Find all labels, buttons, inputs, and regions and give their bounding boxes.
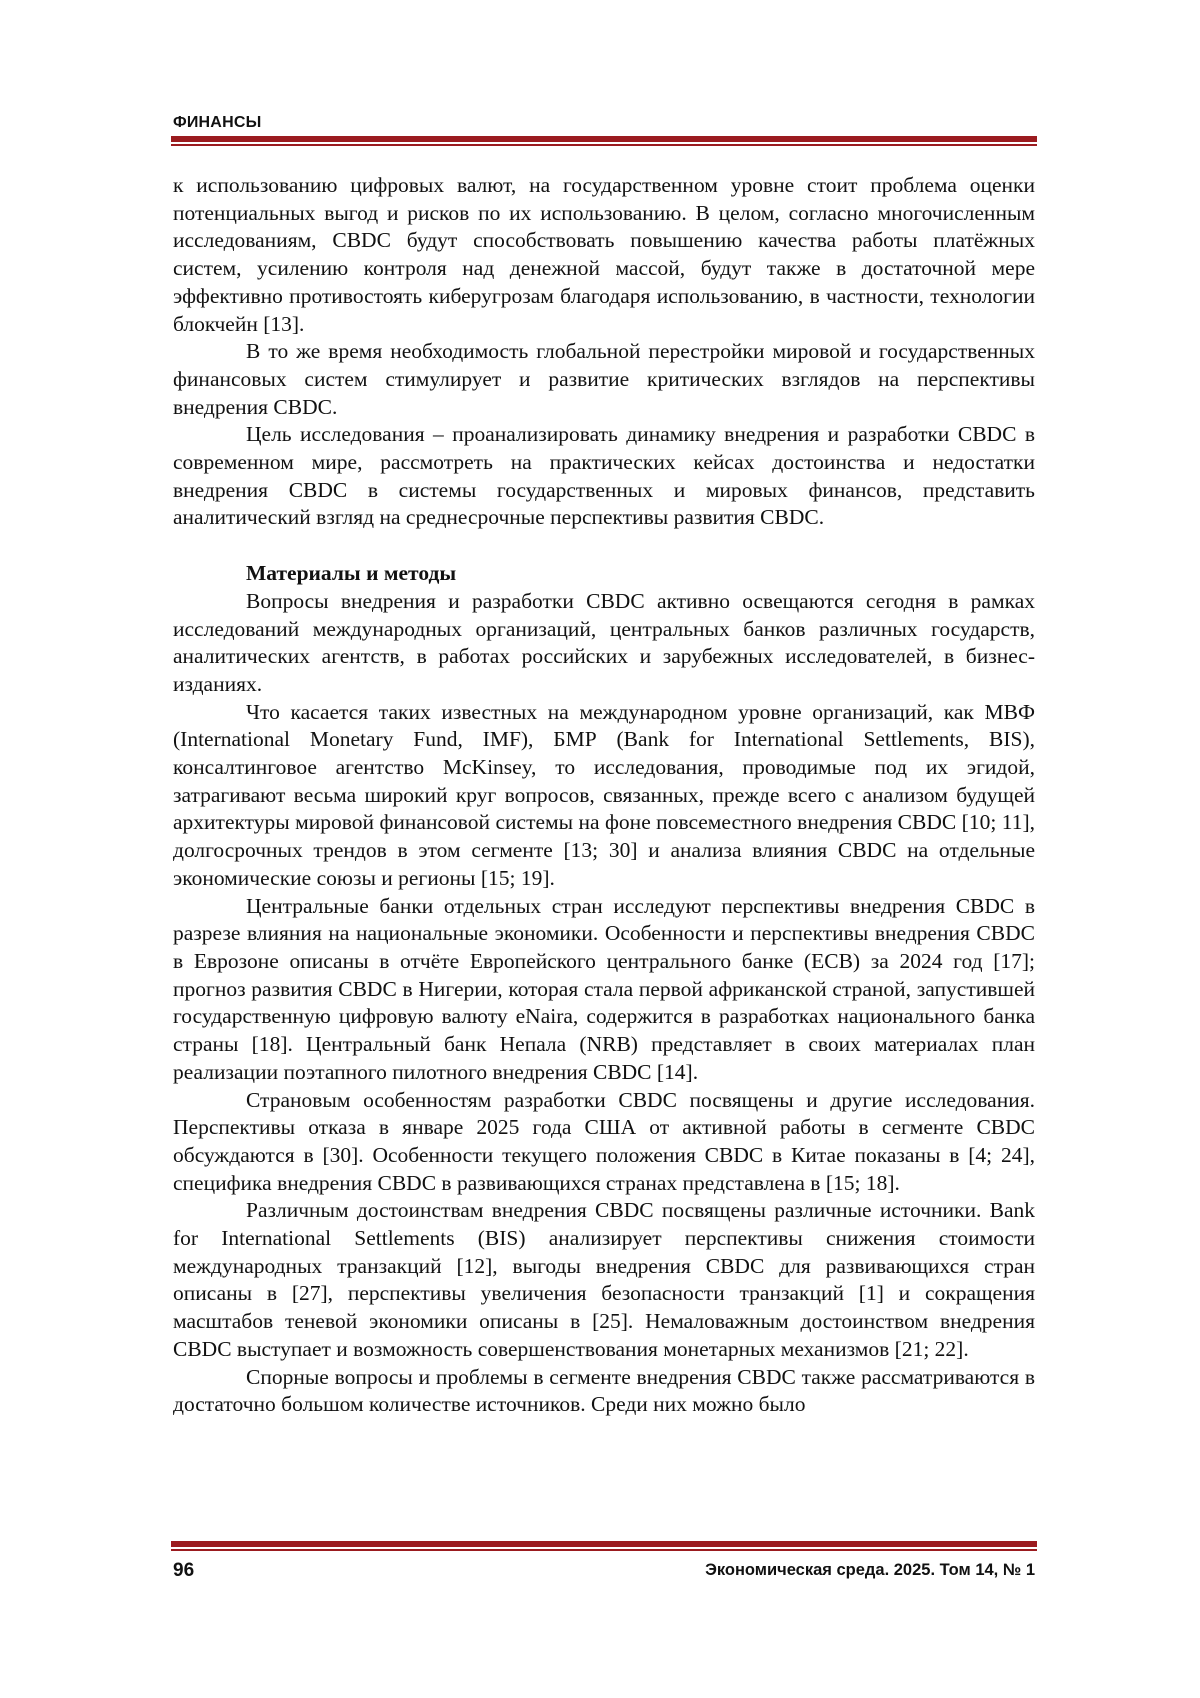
running-header-section: ФИНАНСЫ (173, 114, 262, 131)
header-rule (171, 136, 1037, 146)
paragraph: Спорные вопросы и проблемы в сегменте внедрения CBDC также рассматриваются в достаточно большом количестве источников. Среди них можно было (173, 1364, 1035, 1417)
paragraph: Цель исследования – проанализировать динамику внедрения и разработки CBDC в современном мире, рассмотреть на практических кейсах достоинства и недостатки внедрения CBDC в системы государственных и мировых финансов, представить аналитический взгляд на среднесрочные перспективы развития CBDC. (173, 422, 1035, 530)
footer-rule (171, 1541, 1037, 1551)
paragraph: Страновым особенностям разработки CBDC посвящены и другие исследования. Перспективы отказа в январе 2025 года США от активной работы в сегменте CBDC обсуждаются в [30]. Особенности текущего положения CBDC в Китае показаны в [4; 24], специфика внедрения CBDC в развивающихся странах представлена в [15; 18]. (173, 1087, 1035, 1195)
paragraph: Различным достоинствам внедрения CBDC посвящены различные источники. Bank for International Settlements (BIS) анализирует перспективы снижения стоимости международных транзакций [12], выгоды внедрения CBDC для развивающихся стран описаны в [27], перспективы увеличения безопасности транзакций [1] и сокращения масштабов теневой экономики описаны в [25]. Немаловажным достоинством внедрения CBDC выступает и возможность совершенствования монетарных механизмов [21; 22]. (173, 1198, 1035, 1361)
paragraph: В то же время необходимость глобальной перестройки мировой и государственных финансовых систем стимулирует и развитие критических взглядов на перспективы внедрения CBDC. (173, 339, 1035, 419)
paragraph: Центральные банки отдельных стран исследуют перспективы внедрения CBDC в разрезе влияния на национальные экономики. Особенности и перспективы внедрения CBDC в Еврозоне описаны в отчёте Европейского центрального банке (ECB) за 2024 год [17]; прогноз развития CBDC в Нигерии, которая стала первой африканской страной, запустившей государственную цифровую валюту eNaira, содержится в разработках национального банка страны [18]. Центральный банк Непала (NRB) представляет в своих материалах план реализации поэтапного пилотного внедрения CBDC [14]. (173, 893, 1035, 1084)
journal-citation: Экономическая среда. 2025. Том 14, № 1 (705, 1561, 1035, 1579)
paragraph: Вопросы внедрения и разработки CBDC активно освещаются сегодня в рамках исследований международных организаций, центральных банков различных государств, аналитических агентств, в работах российских и зарубежных исследователей, в бизнес-изданиях. (173, 588, 1035, 696)
page-number: 96 (173, 1560, 195, 1581)
article-body (173, 172, 1035, 1419)
paragraph: к использованию цифровых валют, на государственном уровне стоит проблема оценки потенциальных выгод и рисков по их использованию. В целом, согласно многочисленным исследованиям, CBDC будут способствовать повышению качества работы платёжных систем, усилению контроля над денежной массой, будут также в достаточной мере эффективно противостоять киберугрозам благодаря использованию, в частности, технологии блокчейн [13]. (173, 173, 1035, 336)
paragraph: Что касается таких известных на международном уровне организаций, как МВФ (International Monetary Fund, IMF), БМР (Bank for International Settlements, BIS), консалтинговое агентство McKinsey, то исследования, проводимые под их эгидой, затрагивают весьма широкий круг вопросов, связанных, прежде всего с анализом будущей архитектуры мировой финансовой системы на фоне повсеместного внедрения CBDC [10; 11], долгосрочных трендов в этом сегменте [13; 30] и анализа влияния CBDC на отдельные экономические союзы и регионы [15; 19]. (173, 699, 1035, 890)
section-heading: Материалы и методы (246, 561, 457, 586)
